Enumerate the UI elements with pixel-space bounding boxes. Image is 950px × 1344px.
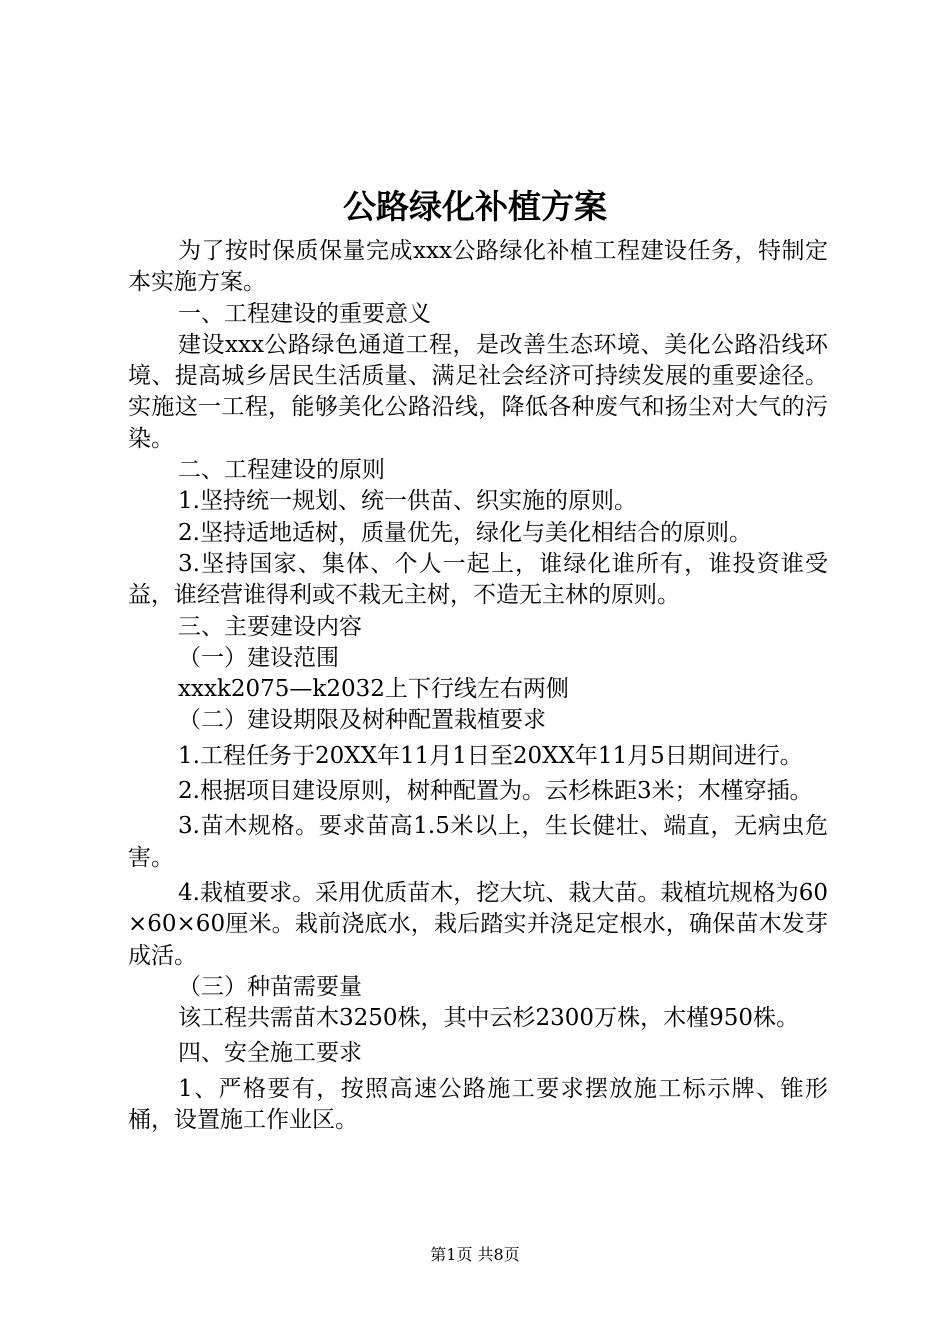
requirement-item-4: 4.栽植要求。采用优质苗木，挖大坑、栽大苗。栽植坑规格为60×60×60厘米。栽前浇底水，栽后踏实并浇足定根水，确保苗木发芽成活。 xyxy=(128,879,828,969)
requirement-item-2: 2.根据项目建设原则，树种配置为。云杉株距3米；木槿穿插。 xyxy=(178,778,813,805)
principle-item-1: 1.坚持统一规划、统一供苗、织实施的原则。 xyxy=(178,488,637,515)
requirement-item-1: 1.工程任务于20XX年11月1日至20XX年11月5日期间进行。 xyxy=(178,742,803,769)
subheading-schedule: （二）建设期限及树种配置栽植要求 xyxy=(178,707,546,734)
principle-item-3: 3.坚持国家、集体、个人一起上，谁绿化谁所有，谁投资谁受益，谁经营谁得利或不栽无主树，不造无主林的原则。 xyxy=(128,550,828,609)
heading-section-4: 四、安全施工要求 xyxy=(178,1040,362,1067)
document-title: 公路绿化补植方案 xyxy=(343,187,607,226)
heading-section-3: 三、主要建设内容 xyxy=(178,613,362,640)
paragraph-scope: xxxk2075—k2032上下行线左右两侧 xyxy=(178,676,569,703)
heading-section-1: 一、工程建设的重要意义 xyxy=(178,300,431,327)
heading-section-2: 二、工程建设的原则 xyxy=(178,457,385,484)
paragraph-intro: 为了按时保质保量完成xxx公路绿化补植工程建设任务，特制定本实施方案。 xyxy=(128,238,828,296)
subheading-scope: （一）建设范围 xyxy=(178,644,339,671)
subheading-seedlings: （三）种苗需要量 xyxy=(178,973,362,1000)
safety-item-1: 1、严格要有，按照高速公路施工要求摆放施工标示牌、锥形桶，设置施工作业区。 xyxy=(128,1075,828,1134)
paragraph-seedlings: 该工程共需苗木3250株，其中云杉2300万株，木槿950株。 xyxy=(178,1005,799,1032)
document-body xyxy=(128,236,828,1136)
requirement-item-3: 3.苗木规格。要求苗高1.5米以上，生长健壮、端直，无病虫危害。 xyxy=(128,813,828,871)
paragraph-significance: 建设xxx公路绿色通道工程，是改善生态环境、美化公路沿线环境、提高城乡居民生活质量、满足社会经济可持续发展的重要途径。实施这一工程，能够美化公路沿线，降低各种废气和扬尘对大气的污染。 xyxy=(128,331,828,452)
page-footer: 第1页 共8页 xyxy=(430,1245,520,1264)
principle-item-2: 2.坚持适地适树，质量优先，绿化与美化相结合的原则。 xyxy=(178,519,752,546)
